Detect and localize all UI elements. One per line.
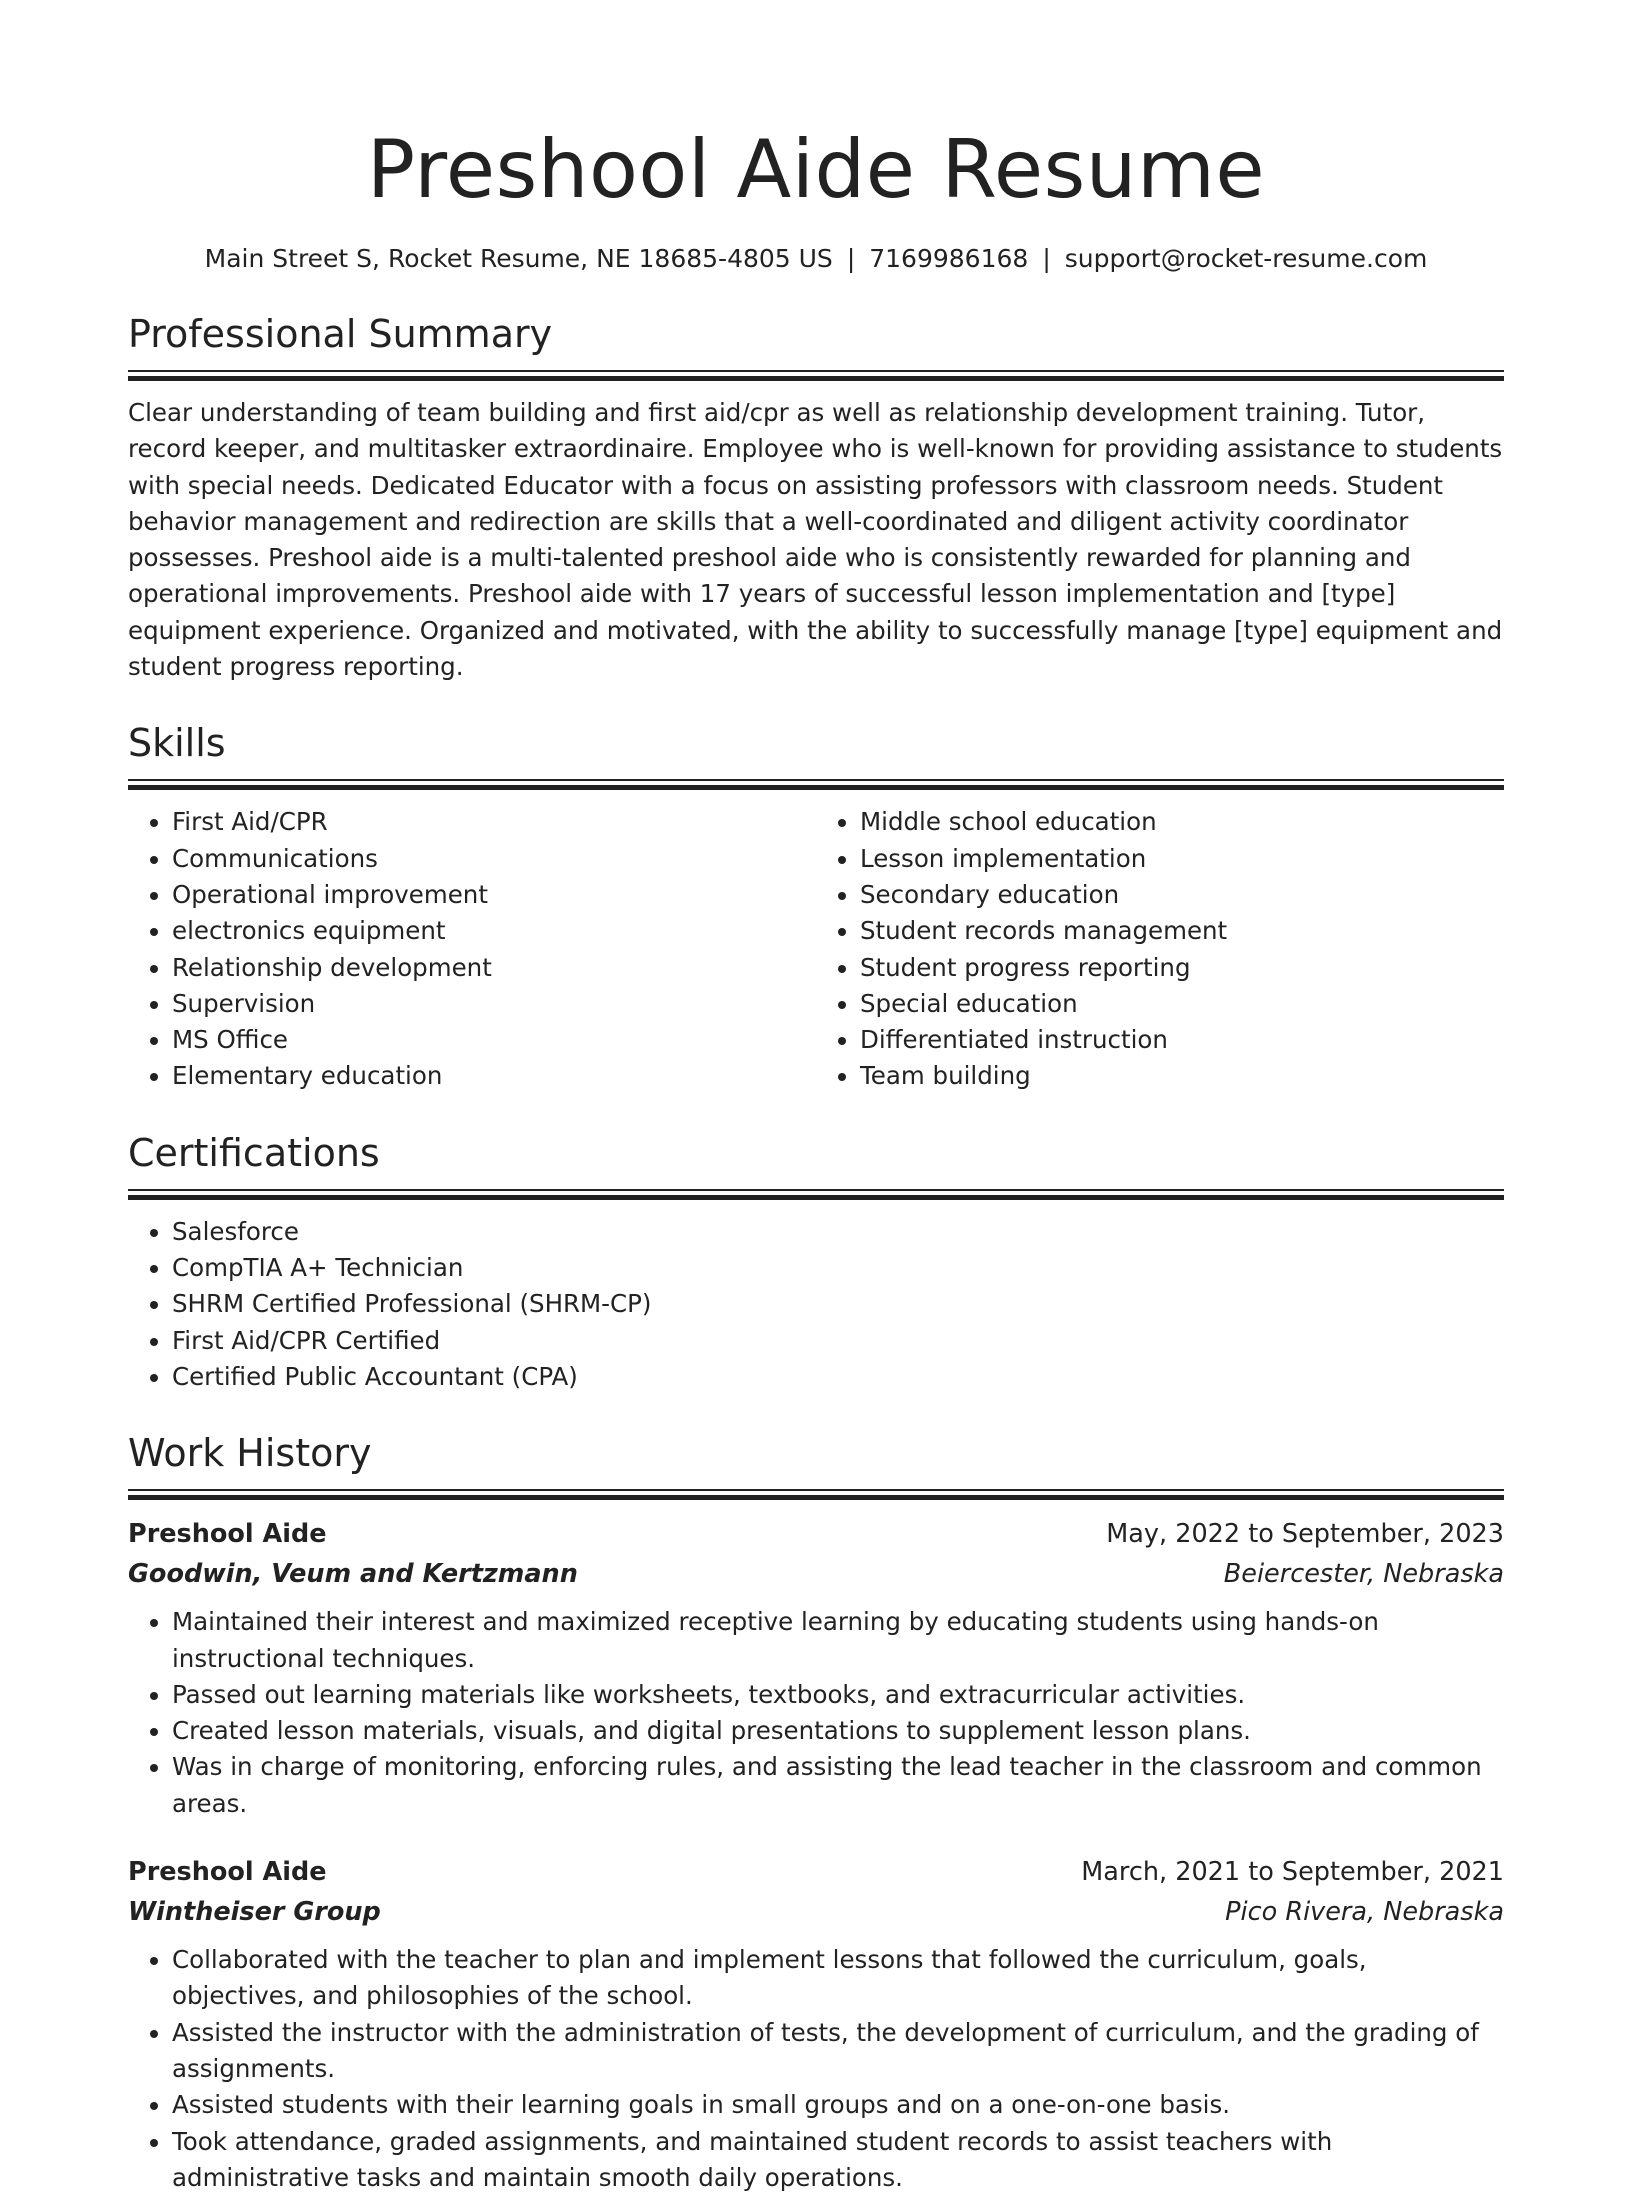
skill-item: • electronics equipment [172, 913, 816, 949]
skill-item: • Lesson implementation [860, 841, 1504, 877]
job-dates: March, 2021 to September, 2021 [1081, 1852, 1504, 1892]
job-bullet: • Assisted students with their learning goals in small groups and on a one-on-one basis. [172, 2087, 1504, 2123]
section-divider [128, 370, 1504, 381]
work-history-heading: Work History [128, 1429, 1504, 1477]
certifications-heading: Certifications [128, 1129, 1504, 1177]
job-bullet: • Maintained their interest and maximized receptive learning by educating students using hands-on instructional techniques. [172, 1604, 1504, 1677]
resume-title: Preshool Aide Resume [128, 0, 1504, 220]
skill-item: • Communications [172, 841, 816, 877]
job-bullets [128, 1604, 1504, 1822]
section-divider [128, 1189, 1504, 1200]
contact-phone: 7169986168 [869, 244, 1028, 273]
skills-list-left [128, 804, 816, 1094]
certification-item: • CompTIA A+ Technician [172, 1250, 1504, 1286]
job-dates: May, 2022 to September, 2023 [1106, 1514, 1504, 1554]
job-bullet: • Created lesson materials, visuals, and digital presentations to supplement lesson plans. [172, 1713, 1504, 1749]
job-company: Goodwin, Veum and Kertzmann [128, 1554, 578, 1594]
job-header-row [128, 1514, 1504, 1554]
job-entry [128, 1514, 1504, 1822]
contact-email: support@rocket-resume.com [1065, 244, 1428, 273]
skills-heading: Skills [128, 719, 1504, 767]
contact-line [128, 242, 1504, 276]
job-bullets [128, 1942, 1504, 2196]
job-bullet: • Took attendance, graded assignments, and maintained student records to assist teachers with administrative tasks and maintain smooth daily operations. [172, 2124, 1504, 2196]
job-company-row [128, 1554, 1504, 1594]
job-title: Preshool Aide [128, 1852, 327, 1892]
job-company: Wintheiser Group [128, 1892, 381, 1932]
certification-item: • Certified Public Accountant (CPA) [172, 1359, 1504, 1395]
certification-item: • Salesforce [172, 1214, 1504, 1250]
skill-item: • Special education [860, 986, 1504, 1022]
work-history-section [128, 1429, 1504, 2196]
job-bullet: • Passed out learning materials like worksheets, textbooks, and extracurricular activities. [172, 1677, 1504, 1713]
job-location: Pico Rivera, Nebraska [1225, 1892, 1504, 1932]
certification-item: • SHRM Certified Professional (SHRM-CP) [172, 1286, 1504, 1322]
skills-section [128, 719, 1504, 1094]
job-bullet: • Collaborated with the teacher to plan and implement lessons that followed the curriculum, goals, objectives, and philosophies of the school. [172, 1942, 1504, 2015]
certifications-list [128, 1214, 1504, 1395]
skill-item: • Operational improvement [172, 877, 816, 913]
job-bullet: • Was in charge of monitoring, enforcing rules, and assisting the lead teacher in the classroom and common areas. [172, 1749, 1504, 1822]
skill-item: • Relationship development [172, 950, 816, 986]
skill-item: • First Aid/CPR [172, 804, 816, 840]
section-divider [128, 1489, 1504, 1500]
summary-heading: Professional Summary [128, 310, 1504, 358]
contact-separator: | [1042, 244, 1050, 273]
skills-columns [128, 790, 1504, 1094]
skill-item: • Supervision [172, 986, 816, 1022]
skill-item: • MS Office [172, 1022, 816, 1058]
section-divider [128, 779, 1504, 790]
skill-item: • Student records management [860, 913, 1504, 949]
contact-address: Main Street S, Rocket Resume, NE 18685-4805 US [205, 244, 833, 273]
contact-separator: | [847, 244, 855, 273]
summary-text: Clear understanding of team building and first aid/cpr as well as relationship development training. Tutor, record keeper, and multitasker extraordinaire. Employee who is well-known for providing assistance to students with special needs. Dedicated Educator with a focus on assisting professors with classroom needs. Student behavior management and redirection are skills that a well-coordinated and diligent activity coordinator possesses. Preshool aide is a multi-talented preshool aide who is consistently rewarded for planning and operational improvements. Preshool aide with 17 years of successful lesson implementation and [type] equipment experience. Organized and motivated, with the ability to successfully manage [type] equipment and student progress reporting. [128, 395, 1504, 685]
skill-item: • Differentiated instruction [860, 1022, 1504, 1058]
job-title: Preshool Aide [128, 1514, 327, 1554]
skills-list-right [816, 804, 1504, 1094]
skill-item: • Team building [860, 1058, 1504, 1094]
job-company-row [128, 1892, 1504, 1932]
job-location: Beiercester, Nebraska [1224, 1554, 1504, 1594]
skill-item: • Student progress reporting [860, 950, 1504, 986]
skill-item: • Secondary education [860, 877, 1504, 913]
certification-item: • First Aid/CPR Certified [172, 1323, 1504, 1359]
job-bullet: • Assisted the instructor with the administration of tests, the development of curriculum, and the grading of assignments. [172, 2015, 1504, 2088]
certifications-section [128, 1129, 1504, 1395]
summary-section [128, 310, 1504, 685]
job-entry [128, 1852, 1504, 2196]
skill-item: • Elementary education [172, 1058, 816, 1094]
skill-item: • Middle school education [860, 804, 1504, 840]
job-header-row [128, 1852, 1504, 1892]
